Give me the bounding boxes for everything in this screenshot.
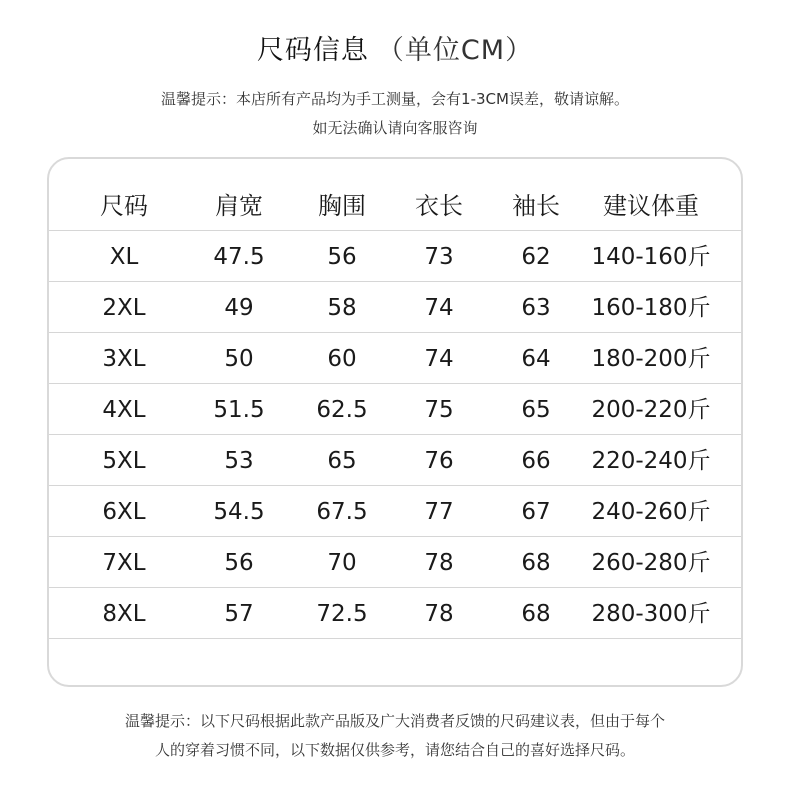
table-cell: 78 [424, 601, 454, 627]
header-cell: 肩宽 [215, 192, 263, 220]
top-notice-line-1: 温馨提示：本店所有产品均为手工测量，会有1-3CM误差，敬请谅解。 [161, 90, 629, 108]
table-cell: 57 [224, 601, 254, 627]
title-unit: （单位CM） [376, 35, 534, 66]
table-cell: 220-240斤 [591, 448, 711, 474]
table-cell: 62 [521, 244, 551, 270]
table-cell: 160-180斤 [591, 295, 711, 321]
table-cell: 62.5 [316, 397, 368, 423]
table-cell: 68 [521, 550, 551, 576]
table-cell: 64 [521, 346, 551, 372]
table-cell: 2XL [102, 295, 146, 321]
table-cell: 67 [521, 499, 551, 525]
header-cell: 建议体重 [603, 192, 699, 220]
table-cell: 53 [224, 448, 254, 474]
table-row [49, 436, 741, 486]
table-cell: 5XL [102, 448, 146, 474]
table-cell: 56 [327, 244, 357, 270]
table-cell: 65 [521, 397, 551, 423]
table-cell: 3XL [102, 346, 146, 372]
table-cell: 260-280斤 [591, 550, 711, 576]
table-cell: 49 [224, 295, 254, 321]
table-cell: 70 [327, 550, 357, 576]
table-cell: 47.5 [213, 244, 265, 270]
table-cell: 8XL [102, 601, 146, 627]
top-notice-line-2: 如无法确认请向客服咨询 [312, 119, 478, 137]
table-cell: 60 [327, 346, 357, 372]
table-row [49, 283, 741, 333]
table-cell: 68 [521, 601, 551, 627]
table-cell: 7XL [102, 550, 146, 576]
size-table [47, 157, 743, 687]
table-cell: 78 [424, 550, 454, 576]
table-cell: 76 [424, 448, 454, 474]
table-row [49, 589, 741, 639]
header-cell: 衣长 [415, 192, 463, 220]
table-cell: 77 [424, 499, 454, 525]
table-cell: 72.5 [316, 601, 368, 627]
table-cell: 56 [224, 550, 254, 576]
table-row [49, 487, 741, 537]
header-cell: 胸围 [318, 192, 366, 220]
table-row [49, 232, 741, 282]
table-row [49, 385, 741, 435]
table-cell: 67.5 [316, 499, 368, 525]
table-cell: 66 [521, 448, 551, 474]
table-cell: 54.5 [213, 499, 265, 525]
table-cell: 74 [424, 346, 454, 372]
title-main: 尺码信息 [256, 35, 369, 66]
table-cell: 65 [327, 448, 357, 474]
table-header-row [49, 181, 741, 231]
header-cell: 袖长 [512, 192, 560, 220]
bottom-notice-line-1: 温馨提示：以下尺码根据此款产品版及广大消费者反馈的尺码建议表，但由于每个 [124, 712, 665, 730]
table-cell: 74 [424, 295, 454, 321]
table-cell: 180-200斤 [591, 346, 711, 372]
bottom-notice-line-2: 人的穿着习惯不同，以下数据仅供参考，请您结合自己的喜好选择尺码。 [154, 741, 635, 759]
table-cell: 51.5 [213, 397, 265, 423]
table-cell: 280-300斤 [591, 601, 711, 627]
table-cell: 63 [521, 295, 551, 321]
table-cell: 200-220斤 [591, 397, 711, 423]
table-row [49, 538, 741, 588]
table-cell: XL [109, 244, 139, 270]
table-cell: 58 [327, 295, 357, 321]
table-cell: 73 [424, 244, 454, 270]
page-title [0, 28, 790, 67]
table-cell: 6XL [102, 499, 146, 525]
table-cell: 75 [424, 397, 454, 423]
table-row [49, 334, 741, 384]
table-cell: 50 [224, 346, 254, 372]
table-cell: 140-160斤 [591, 244, 711, 270]
header-cell: 尺码 [100, 192, 148, 220]
table-cell: 240-260斤 [591, 499, 711, 525]
table-cell: 4XL [102, 397, 146, 423]
